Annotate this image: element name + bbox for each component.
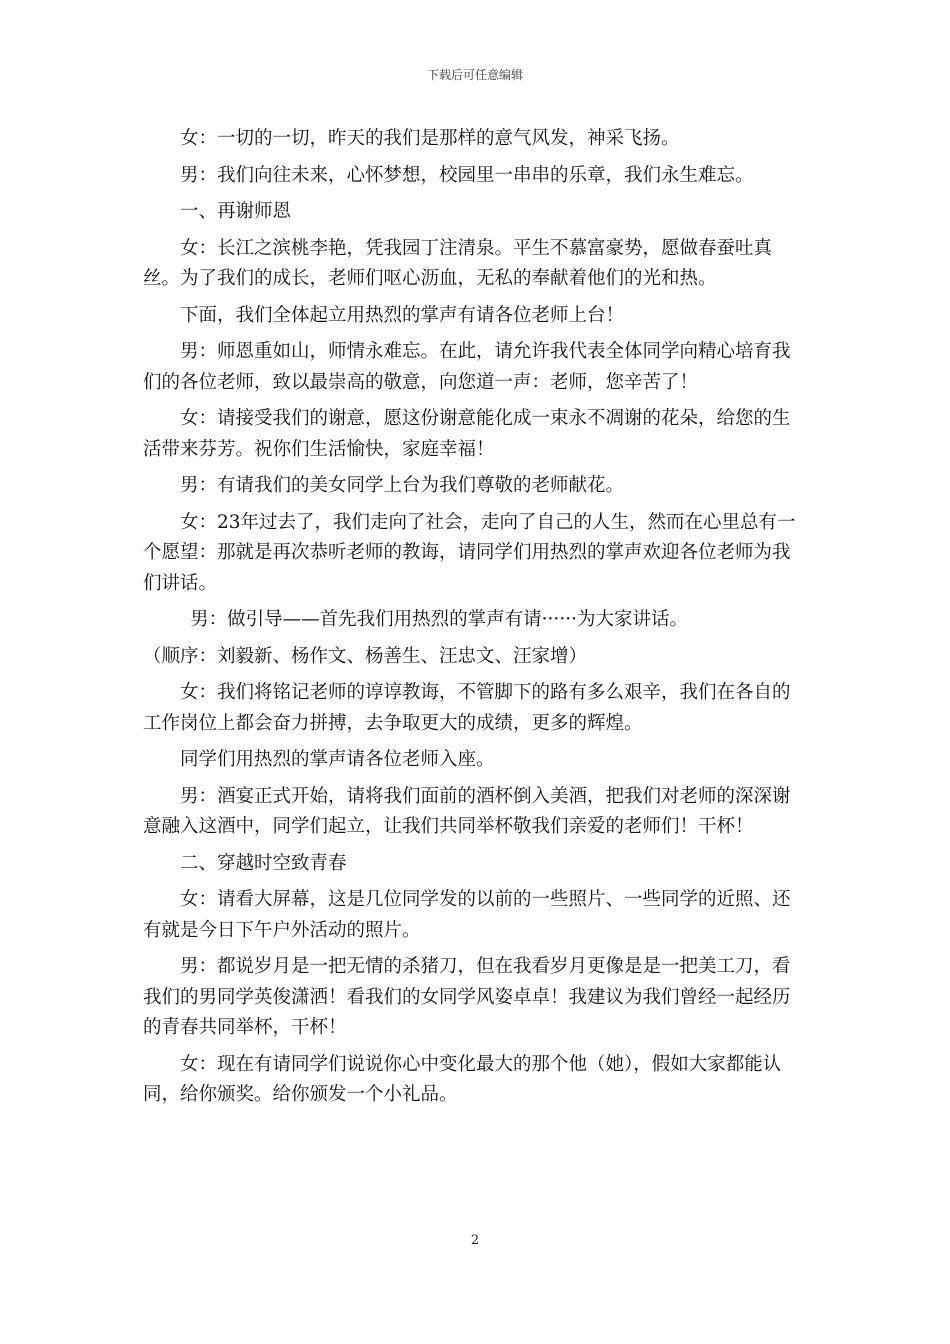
- paragraph: 男：有请我们的美女同学上台为我们尊敬的老师献花。: [180, 475, 625, 496]
- paragraph: 男：做引导——首先我们用热烈的掌声有请······为大家讲话。: [190, 609, 688, 630]
- section-heading: 二、穿越时空致青春: [180, 852, 347, 874]
- paragraph: 女：我们将铭记老师的谆谆教诲，不管脚下的路有多么艰辛，我们在各自的工作岗位上都会奋力拼搏，去争取更大的成绩，更多的辉煌。: [143, 682, 791, 734]
- paragraph: 男：我们向往未来，心怀梦想，校园里一串串的乐章，我们永生难忘。: [180, 164, 754, 186]
- paragraph: 男：都说岁月是一把无情的杀猪刀，但在我看岁月更像是是一把美工刀，看我们的男同学英俊潇洒！看我们的女同学风姿卓卓！我建议为我们曾经一起经历的青春共同举杯，干杯！: [143, 956, 791, 1038]
- paragraph: 女：请接受我们的谢意，愿这份谢意能化成一束永不凋谢的花朵，给您的生活带来芬芳。祝你们生活愉快，家庭幸福！: [143, 408, 791, 460]
- page-header: 下载后可任意编辑: [426, 68, 523, 82]
- page-number: 2: [470, 1233, 480, 1248]
- section-heading: 一、再谢师恩: [180, 201, 292, 222]
- paragraph: 同学们用热烈的掌声请各位老师入座。: [180, 749, 495, 770]
- paragraph: 男：酒宴正式开始，请将我们面前的酒杯倒入美酒，把我们对老师的深深谢意融入这酒中，同学们起立，让我们共同举杯敬我们亲爱的老师们！干杯！: [143, 785, 791, 837]
- paragraph: 男：师恩重如山，师情永难忘。在此，请允许我代表全体同学向精心培育我们的各位老师，致以最崇高的敬意，向您道一声：老师，您辛苦了！: [143, 341, 791, 393]
- paragraph: 女：现在有请同学们说说你心中变化最大的那个他（她），假如大家都能认同，给你颁奖。给你颁发一个小礼品。: [143, 1053, 782, 1105]
- paragraph: 下面，我们全体起立用热烈的掌声有请各位老师上台！: [180, 304, 625, 326]
- paragraph: 女：请看大屏幕，这是几位同学发的以前的一些照片、一些同学的近照、还有就是今日下午户外活动的照片。: [143, 889, 791, 941]
- paragraph: 女：23年过去了，我们走向了社会，走向了自己的人生，然而在心里总有一个愿望：那就是再次恭听老师的教诲，请同学们用热烈的掌声欢迎各位老师为我们讲话。: [143, 511, 796, 594]
- document-body: [143, 124, 808, 1117]
- paragraph: 女：长江之滨桃李艳，凭我园丁注清泉。平生不慕富豪势，愿做春蚕吐真丝。为了我们的成长，老师们呕心沥血，无私的奉献着他们的光和热。: [143, 237, 773, 289]
- paragraph: （顺序：刘毅新、杨作文、杨善生、汪忠文、汪家增）: [143, 645, 588, 667]
- paragraph: 女：一切的一切，昨天的我们是那样的意气风发，神采飞扬。: [180, 128, 680, 149]
